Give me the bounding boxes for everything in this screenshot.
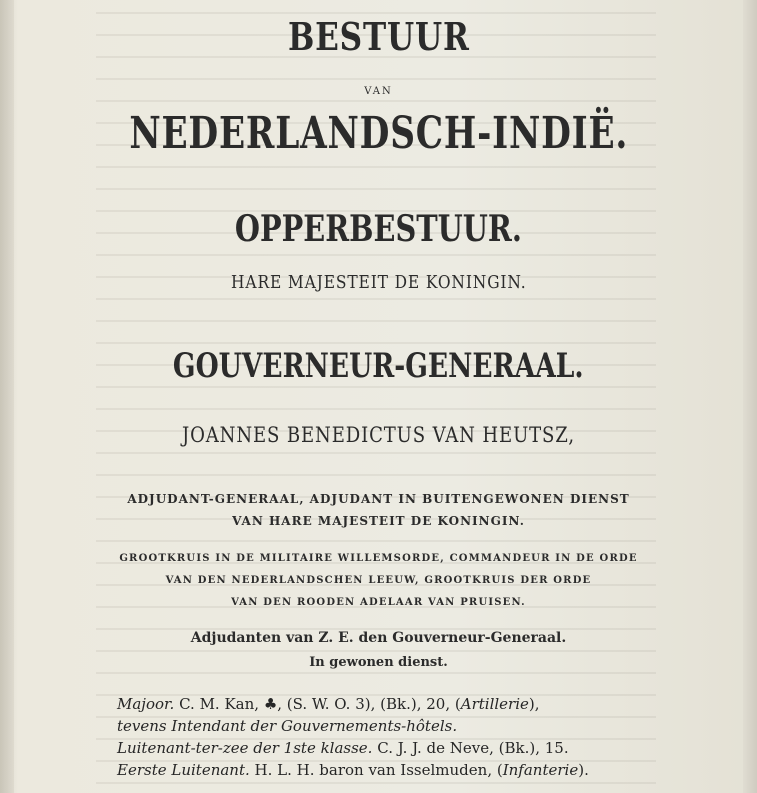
entry-end: ),	[528, 695, 540, 713]
honours-line-2: VAN DEN NEDERLANDSCHEN LEEUW, GROOTKRUIS DER ORDE	[165, 575, 592, 586]
governor-name: JOANNES BENEDICTUS VAN HEUTSZ,	[182, 423, 575, 447]
adjutant-entry-luitenant-ter-zee	[117, 739, 569, 757]
rank-label: Eerste Luitenant.	[117, 761, 250, 779]
entry-text: C. M. Kan, ♣, (S. W. O. 3), (Bk.), 20, (	[179, 695, 461, 713]
rank-label: Luitenant-ter-zee der 1ste klasse.	[117, 739, 373, 757]
adjutants-heading: Adjudanten van Z. E. den Gouverneur-Generaal.	[190, 630, 567, 646]
entry-text: H. L. H. baron van Isselmuden, (	[254, 761, 503, 779]
hare-majesteit-line: HARE MAJESTEIT DE KONINGIN.	[230, 272, 527, 293]
entry-branch: Infanterie	[502, 761, 579, 779]
section-opperbestuur: OPPERBESTUUR.	[234, 208, 522, 250]
title-nederlandsch-indie: NEDERLANDSCH-INDIË.	[129, 108, 628, 159]
title-van: VAN	[364, 86, 393, 97]
entry-branch: Artillerie	[460, 695, 529, 713]
adjutant-entry-majoor	[117, 695, 540, 713]
title-bestuur: BESTUUR	[287, 14, 470, 59]
adjutants-subheading: In gewonen dienst.	[309, 655, 448, 670]
adjutant-entry-majoor-continued	[117, 717, 457, 735]
entry-italic-continuation: tevens Intendant der Gouvernements-hôtels.	[117, 717, 458, 735]
rank-label: Majoor.	[117, 695, 175, 713]
governor-title-line-2: VAN HARE MAJESTEIT DE KONINGIN.	[232, 514, 525, 528]
section-gouverneur-generaal: GOUVERNEUR-GENERAAL.	[173, 346, 584, 386]
entry-end: ).	[578, 761, 589, 779]
honours-line-3: VAN DEN ROODEN ADELAAR VAN PRUISEN.	[231, 597, 526, 608]
governor-title-line-1: ADJUDANT-GENERAAL, ADJUDANT IN BUITENGEWONEN DIENST	[127, 492, 630, 506]
honours-line-1: GROOTKRUIS IN DE MILITAIRE WILLEMSORDE, COMMANDEUR IN DE ORDE	[119, 553, 638, 564]
entry-text: C. J. J. de Neve, (Bk.), 15.	[377, 739, 569, 757]
adjutant-entry-eerste-luitenant	[117, 761, 589, 779]
